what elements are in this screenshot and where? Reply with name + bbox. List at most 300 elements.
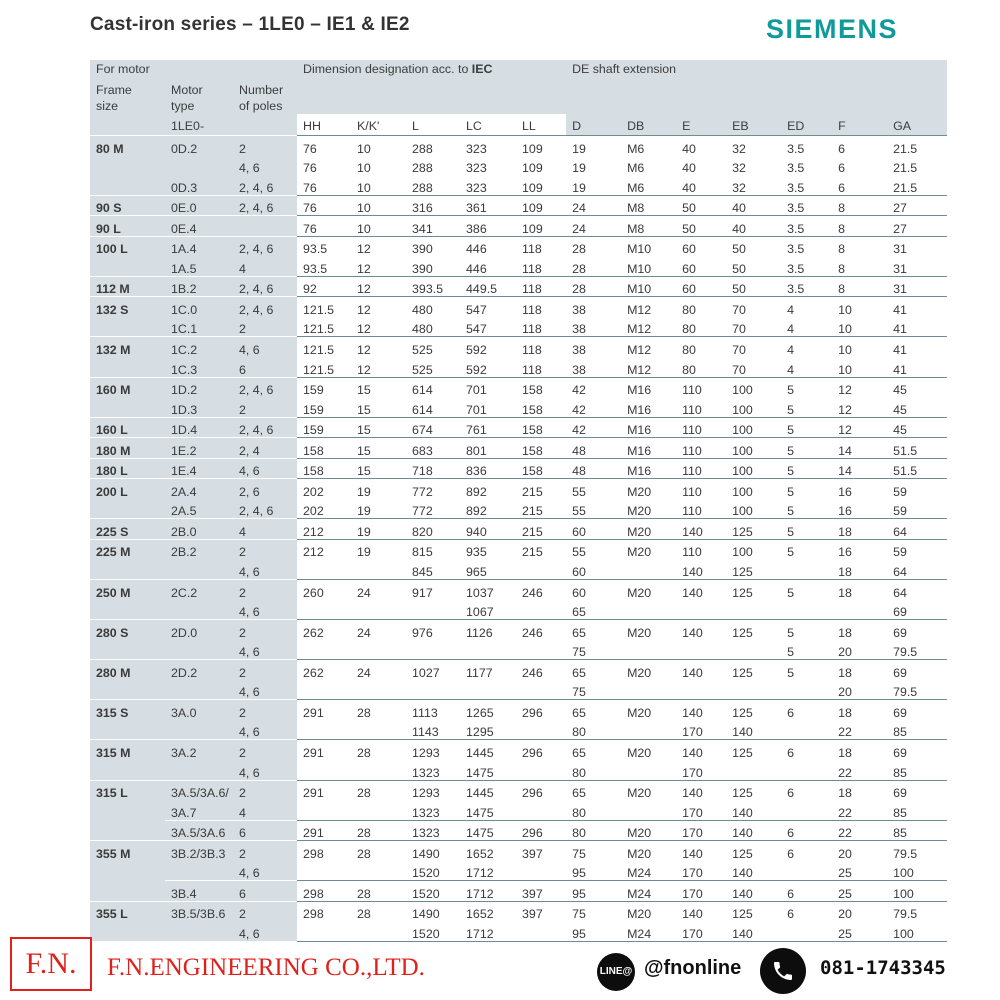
dimension-cell: 109 — [516, 216, 566, 237]
dimension-cell: 1520 — [406, 921, 460, 941]
dimension-cell: 125 — [726, 580, 781, 600]
dimension-cell: 701 — [460, 377, 516, 397]
dimension-cell: 118 — [516, 276, 566, 297]
motor-type-cell: 1A.5 — [165, 256, 233, 276]
dimension-cell: 121.5 — [297, 297, 351, 317]
dimension-cell — [297, 600, 351, 620]
table-row — [90, 417, 947, 438]
dimension-cell: 361 — [460, 195, 516, 216]
dimension-cell: 42 — [566, 417, 621, 438]
dimension-cell: 125 — [726, 519, 781, 540]
motor-type-cell — [165, 680, 233, 700]
dimension-cell: 446 — [460, 236, 516, 256]
dimension-cell — [832, 600, 887, 620]
dimension-cell: 20 — [838, 685, 852, 700]
dimension-cell: 4 — [781, 297, 832, 317]
dimension-cell: 109 — [516, 136, 566, 156]
table-row — [90, 800, 947, 820]
dimension-cell: 5 — [781, 539, 832, 559]
dimension-cell: 24 — [566, 216, 621, 237]
dimension-cell: 917 — [406, 580, 460, 600]
table-row — [90, 519, 947, 540]
dimension-cell: 125 — [732, 565, 753, 580]
dimension-cell: 18 — [832, 740, 887, 760]
dimension-cell: 170 — [682, 765, 703, 780]
dimension-cell: 85 — [893, 765, 907, 780]
column-header: GA — [887, 114, 947, 136]
header-motor-type: Motor type — [165, 82, 233, 114]
table-row — [90, 620, 947, 640]
dimension-cell: 118 — [516, 236, 566, 256]
motor-type-cell: 3A.0 — [165, 700, 233, 720]
poles-cell: 4, 6 — [233, 760, 297, 780]
dimension-cell: 674 — [406, 417, 460, 438]
dimension-cell: 12 — [838, 402, 852, 417]
dimension-cell: 48 — [566, 458, 621, 479]
dimension-cell: 55 — [566, 479, 621, 499]
dimension-cell: 1475 — [460, 820, 516, 841]
dimension-cell: 22 — [838, 725, 852, 740]
dimension-cell: 93.5 — [297, 236, 351, 256]
dimension-cell: 5 — [787, 504, 794, 519]
dimension-cell: 940 — [460, 519, 516, 540]
dimension-cell: 1113 — [406, 700, 460, 720]
dimension-cell: 323 — [460, 136, 516, 156]
dimension-cell: 40 — [726, 195, 781, 216]
dimension-cell: 12 — [832, 417, 887, 438]
dimension-cell: 1265 — [460, 700, 516, 720]
poles-cell: 2 — [233, 397, 297, 417]
table-row — [90, 600, 947, 620]
dimension-cell: 3.5 — [781, 136, 832, 156]
dimension-cell: 16 — [832, 479, 887, 499]
dimension-cell: 397 — [516, 841, 566, 861]
dimension-cell: 683 — [406, 438, 460, 459]
dimension-cell: 64 — [887, 519, 947, 540]
motor-type-cell: 0E.4 — [165, 216, 233, 237]
dimension-cell — [621, 559, 676, 579]
frame-size-cell: 280 M — [90, 660, 165, 680]
dimension-cell: 10 — [357, 161, 371, 176]
dimension-cell: 815 — [406, 539, 460, 559]
motor-type-cell: 0D.2 — [165, 136, 233, 156]
dimension-cell: 80 — [682, 362, 696, 377]
dimension-cell: 159 — [297, 377, 351, 397]
dimension-cell: 212 — [297, 539, 351, 559]
dimension-cell: 5 — [781, 438, 832, 459]
dimension-cell: 1445 — [460, 740, 516, 760]
dimension-cell: 50 — [676, 195, 726, 216]
dimension-cell: 5 — [781, 580, 832, 600]
dimension-cell — [406, 640, 460, 660]
frame-size-cell — [90, 800, 165, 820]
frame-size-cell — [90, 256, 165, 276]
dimension-cell — [676, 640, 726, 660]
dimension-cell: M20 — [621, 620, 676, 640]
dimension-cell: M10 — [627, 261, 652, 276]
table-row — [90, 297, 947, 317]
motor-type-cell: 1E.2 — [165, 438, 233, 459]
dimension-cell — [516, 600, 566, 620]
dimension-cell: 6 — [832, 136, 887, 156]
dimension-cell: 212 — [297, 519, 351, 540]
dimension-cell: M6 — [627, 161, 645, 176]
dimension-cell: 69 — [887, 620, 947, 640]
motor-type-cell: 2D.0 — [165, 620, 233, 640]
dimension-cell: 701 — [466, 402, 487, 417]
dimension-cell: 12 — [357, 322, 371, 337]
poles-cell: 2 — [233, 620, 297, 640]
dimension-cell: 158 — [297, 438, 351, 459]
frame-size-cell: 315 S — [90, 700, 165, 720]
header-de-shaft-extension: DE shaft extension — [566, 60, 947, 82]
dimension-cell: 110 — [676, 479, 726, 499]
dimension-cell: 32 — [732, 180, 746, 195]
dimension-cell: 316 — [406, 195, 460, 216]
header-dimension-designation: Dimension designation acc. to IEC — [297, 60, 566, 82]
frame-size-cell — [90, 720, 165, 740]
frame-size-cell: 280 S — [90, 620, 165, 640]
dimension-cell: 24 — [351, 660, 406, 680]
dimension-cell — [406, 600, 460, 620]
motor-type-cell: 3A.7 — [165, 800, 233, 820]
siemens-logo: SIEMENS — [766, 14, 899, 44]
dimension-cell: 1126 — [460, 620, 516, 640]
dimension-cell: 70 — [732, 362, 746, 377]
dimension-cell: 6 — [838, 180, 845, 195]
frame-size-cell: 160 M — [90, 377, 165, 397]
frame-size-cell — [90, 921, 165, 941]
dimension-cell: M6 — [627, 180, 645, 195]
dimension-cell: 323 — [466, 161, 487, 176]
frame-size-cell: 180 M — [90, 438, 165, 459]
dimension-cell: 50 — [726, 236, 781, 256]
dimension-cell: 5 — [781, 660, 832, 680]
dimension-cell: 449.5 — [460, 276, 516, 297]
dimension-cell — [781, 861, 832, 881]
dimension-cell — [516, 800, 566, 820]
dimension-cell: 1712 — [460, 921, 516, 941]
dimension-cell: 140 — [676, 841, 726, 861]
poles-cell: 2 — [233, 740, 297, 760]
dimension-cell: 40 — [682, 161, 696, 176]
dimension-cell: 40 — [726, 216, 781, 237]
dimension-cell: 125 — [726, 700, 781, 720]
dimension-cell: 202 — [297, 479, 351, 499]
table-row — [90, 640, 947, 660]
table-row — [90, 479, 947, 499]
dimension-cell: 158 — [297, 458, 351, 479]
dimension-cell: 118 — [516, 337, 566, 357]
dimension-cell: M12 — [621, 297, 676, 317]
dimension-cell — [351, 680, 406, 700]
table-row — [90, 580, 947, 600]
dimension-cell: 121.5 — [297, 337, 351, 357]
motor-type-cell: 2D.2 — [165, 660, 233, 680]
dimension-cell: 614 — [406, 377, 460, 397]
dimension-cell: 79.5 — [893, 645, 918, 660]
dimension-cell: 93.5 — [303, 261, 328, 276]
dimension-cell: 341 — [406, 216, 460, 237]
frame-size-cell — [90, 640, 165, 660]
dimension-cell: 32 — [732, 161, 746, 176]
dimension-cell: 10 — [838, 322, 852, 337]
dimension-cell: 15 — [351, 438, 406, 459]
dimension-cell: 22 — [838, 805, 852, 820]
motor-type-cell — [165, 720, 233, 740]
frame-size-cell — [90, 600, 165, 620]
dimension-cell: 32 — [726, 136, 781, 156]
dimension-cell: 4 — [787, 322, 794, 337]
frame-size-cell: 315 L — [90, 780, 165, 800]
motor-type-cell — [165, 640, 233, 660]
dimension-cell: 446 — [466, 261, 487, 276]
dimension-cell: 100 — [726, 417, 781, 438]
dimension-cell — [516, 720, 566, 740]
dimension-cell: 100 — [726, 458, 781, 479]
dimension-cell: 393.5 — [406, 276, 460, 297]
dimension-cell: 6 — [781, 820, 832, 841]
motor-type-cell: 1D.2 — [165, 377, 233, 397]
dimension-cell: 22 — [838, 765, 852, 780]
dimension-cell: 25 — [838, 866, 852, 881]
line-app-icon: LINE@ — [597, 953, 635, 991]
line-handle[interactable]: @fnonline — [644, 957, 742, 979]
table-row — [90, 256, 947, 276]
dimension-cell: 80 — [682, 322, 696, 337]
dimension-cell: M20 — [621, 580, 676, 600]
dimension-cell: 158 — [516, 417, 566, 438]
dimension-cell: 1520 — [412, 866, 440, 881]
dimension-cell: 64 — [887, 580, 947, 600]
dimension-cell: M20 — [621, 700, 676, 720]
dimension-cell: 110 — [682, 504, 702, 519]
table-row — [90, 377, 947, 397]
dimension-cell: 38 — [566, 297, 621, 317]
dimension-cell: 100 — [887, 921, 947, 941]
dimension-cell: 298 — [297, 901, 351, 921]
dimension-cell: 75 — [572, 685, 586, 700]
dimension-cell: 125 — [726, 740, 781, 760]
dimension-cell: 18 — [832, 660, 887, 680]
poles-cell: 4 — [233, 256, 297, 276]
dimension-cell: 1143 — [412, 725, 439, 740]
dimension-cell: 65 — [566, 620, 621, 640]
dimension-cell: 79.5 — [887, 841, 947, 861]
dimension-cell: M16 — [621, 377, 676, 397]
motor-type-cell: 2A.5 — [165, 499, 233, 519]
dimension-cell: 8 — [832, 236, 887, 256]
dimension-cell: M12 — [627, 322, 652, 337]
poles-cell: 4, 6 — [233, 337, 297, 357]
dimension-cell: M16 — [621, 458, 676, 479]
dimension-cell: 390 — [412, 261, 433, 276]
poles-cell — [233, 216, 297, 237]
frame-size-cell: 90 S — [90, 195, 165, 216]
dimension-cell: 976 — [406, 620, 460, 640]
dimension-cell — [351, 861, 406, 881]
dimension-cell: 262 — [297, 660, 351, 680]
dimension-cell: 70 — [726, 337, 781, 357]
poles-cell: 4, 6 — [233, 600, 297, 620]
poles-cell: 4, 6 — [233, 861, 297, 881]
dimension-cell: 45 — [887, 417, 947, 438]
dimension-cell: 76 — [297, 136, 351, 156]
header-number-of-poles: Number of poles — [233, 82, 297, 114]
motor-type-cell: 3B.4 — [165, 881, 233, 902]
dimension-cell: 6 — [781, 881, 832, 902]
column-header: LL — [516, 114, 566, 136]
poles-cell: 4, 6 — [233, 458, 297, 479]
dimension-cell: 118 — [522, 362, 542, 377]
poles-cell: 4 — [233, 800, 297, 820]
dimension-cell: 386 — [460, 216, 516, 237]
dimension-cell: 159 — [297, 417, 351, 438]
dimension-cell: 291 — [297, 820, 351, 841]
poles-cell: 2, 4, 6 — [233, 499, 297, 519]
dimension-cell: 525 — [412, 362, 433, 377]
dimension-cell: 65 — [566, 660, 621, 680]
dimension-cell: 76 — [303, 161, 317, 176]
dimension-cell: 140 — [676, 660, 726, 680]
dimension-cell: 45 — [887, 377, 947, 397]
dimension-cell: 6 — [781, 901, 832, 921]
dimension-cell: 845 — [412, 565, 433, 580]
dimension-cell: 110 — [676, 417, 726, 438]
dimension-cell: 70 — [732, 322, 746, 337]
dimension-cell: 397 — [516, 901, 566, 921]
dimension-cell: 41 — [887, 337, 947, 357]
dimension-cell: 41 — [893, 362, 907, 377]
dimension-cell: 19 — [572, 180, 586, 195]
dimension-cell — [351, 760, 406, 780]
dimension-cell: 12 — [351, 297, 406, 317]
dimension-cell: 1323 — [406, 820, 460, 841]
poles-cell: 2 — [233, 841, 297, 861]
dimension-cell: 820 — [406, 519, 460, 540]
document-title: Cast-iron series – 1LE0 – IE1 & IE2 — [90, 14, 410, 35]
frame-size-cell: 112 M — [90, 276, 165, 297]
dimension-cell: 892 — [460, 479, 516, 499]
dimension-table — [90, 60, 947, 942]
dimension-cell: 836 — [460, 458, 516, 479]
dimension-cell: 100 — [726, 438, 781, 459]
dimension-cell — [516, 640, 566, 660]
frame-size-cell — [90, 760, 165, 780]
poles-cell: 2, 4 — [233, 438, 297, 459]
dimension-cell: 1652 — [460, 901, 516, 921]
dimension-cell: 1323 — [412, 765, 440, 780]
column-header: HH — [297, 114, 351, 136]
dimension-cell: 80 — [676, 297, 726, 317]
dimension-cell: 70 — [726, 297, 781, 317]
dimension-cell — [621, 680, 676, 700]
dimension-cell — [516, 861, 566, 881]
table-row — [90, 438, 947, 459]
motor-type-cell: 2A.4 — [165, 479, 233, 499]
frame-size-cell: 250 M — [90, 580, 165, 600]
dimension-cell: 761 — [460, 417, 516, 438]
frame-size-cell: 355 M — [90, 841, 165, 861]
dimension-cell: 215 — [522, 504, 543, 519]
dimension-cell: 100 — [887, 881, 947, 902]
dimension-cell: 42 — [566, 377, 621, 397]
dimension-cell: M20 — [627, 504, 652, 519]
dimension-cell: 110 — [676, 458, 726, 479]
dimension-cell: 158 — [516, 458, 566, 479]
phone-number[interactable]: 081-1743345 — [820, 957, 946, 979]
motor-type-cell: 1A.4 — [165, 236, 233, 256]
dimension-cell: 140 — [676, 580, 726, 600]
dimension-cell: 28 — [351, 820, 406, 841]
header-for-motor: For motor — [90, 60, 297, 82]
dimension-cell: 1475 — [466, 765, 494, 780]
dimension-cell: 60 — [566, 580, 621, 600]
dimension-cell — [726, 600, 781, 620]
dimension-cell: 547 — [460, 297, 516, 317]
dimension-cell: 85 — [893, 725, 907, 740]
dimension-cell: 8 — [838, 261, 845, 276]
dimension-cell: 60 — [572, 565, 586, 580]
dimension-cell — [621, 800, 676, 820]
dimension-cell: 25 — [832, 881, 887, 902]
dimension-cell: 5 — [781, 620, 832, 640]
dimension-cell: 323 — [466, 180, 487, 195]
dimension-cell: M20 — [621, 780, 676, 800]
dimension-cell: 121.5 — [303, 322, 335, 337]
dimension-cell: 38 — [572, 322, 586, 337]
table-row — [90, 175, 947, 195]
dimension-cell — [781, 680, 832, 700]
dimension-cell: 6 — [781, 841, 832, 861]
dimension-cell: 24 — [351, 620, 406, 640]
dimension-cell: 140 — [732, 725, 753, 740]
dimension-cell: 18 — [832, 620, 887, 640]
table-row — [90, 740, 947, 760]
dimension-cell: 100 — [726, 539, 781, 559]
dimension-cell — [297, 680, 351, 700]
dimension-cell — [621, 640, 676, 660]
dimension-cell — [516, 559, 566, 579]
dimension-cell: 95 — [566, 881, 621, 902]
dimension-cell: 42 — [572, 402, 586, 417]
dimension-cell: 12 — [357, 261, 371, 276]
table-row — [90, 458, 947, 479]
dimension-cell: 28 — [351, 780, 406, 800]
dimension-cell: 19 — [357, 504, 371, 519]
column-header: L — [406, 114, 460, 136]
dimension-cell: 5 — [781, 417, 832, 438]
dimension-cell: 18 — [832, 700, 887, 720]
dimension-cell: M8 — [621, 195, 676, 216]
table-row — [90, 660, 947, 680]
dimension-cell: M16 — [621, 417, 676, 438]
dimension-cell: 118 — [522, 261, 542, 276]
dimension-cell: 75 — [566, 841, 621, 861]
dimension-cell: 80 — [572, 765, 586, 780]
dimension-cell: 50 — [676, 216, 726, 237]
dimension-cell: 28 — [572, 261, 586, 276]
dimension-cell: M24 — [621, 881, 676, 902]
dimension-cell: 27 — [887, 195, 947, 216]
dimension-cell: 525 — [406, 337, 460, 357]
dimension-cell: 1293 — [406, 740, 460, 760]
dimension-cell: 76 — [303, 180, 317, 195]
dimension-cell: 140 — [676, 519, 726, 540]
dimension-cell: M24 — [627, 866, 652, 881]
poles-cell: 2 — [233, 660, 297, 680]
dimension-cell: 38 — [566, 337, 621, 357]
